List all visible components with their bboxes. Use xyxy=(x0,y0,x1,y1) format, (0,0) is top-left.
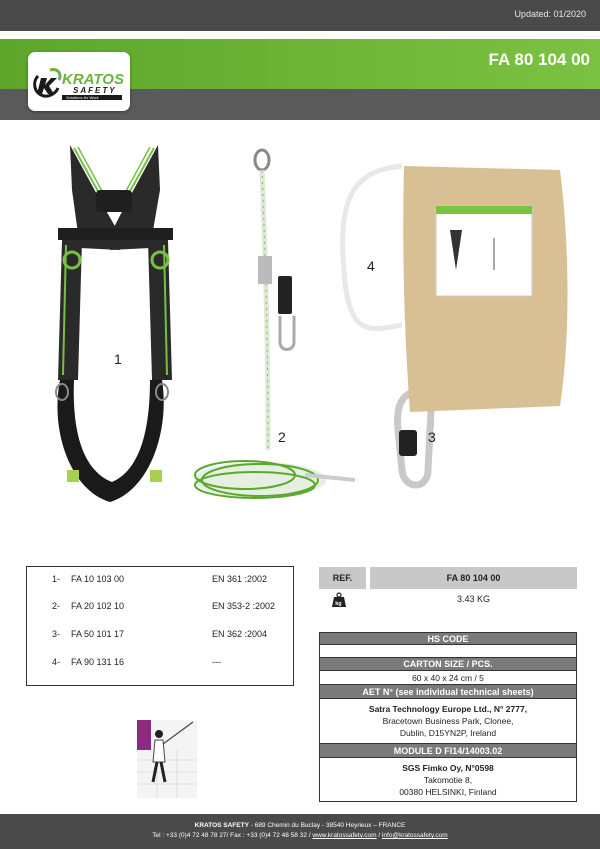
logo-tagline: Solutions for Work xyxy=(66,95,99,101)
list-item xyxy=(27,574,295,590)
item-number: 4- xyxy=(52,657,61,667)
aet-address-line-2: Bracetown Business Park, Clonee, xyxy=(382,716,514,726)
module-d-details xyxy=(319,758,577,802)
aet-name: Satra Technology Europe Ltd., N° 2777, xyxy=(368,704,528,714)
product-label-2: 2 xyxy=(278,429,286,445)
rope-lanyard-image xyxy=(194,150,355,498)
product-label-4: 4 xyxy=(367,258,375,274)
email-link[interactable]: info@kratossafety.com xyxy=(381,832,448,839)
top-bar xyxy=(0,0,600,31)
aet-header: AET N° (see individual technical sheets) xyxy=(319,685,577,699)
aet-details xyxy=(319,699,577,744)
footer-address: - 689 Chemin du Buclay - 38540 Heyrieux – FRANCE xyxy=(248,822,406,829)
product-images xyxy=(0,130,600,530)
logo-k-emblem-icon xyxy=(35,70,60,97)
item-number: 3- xyxy=(52,629,61,639)
hs-code-value xyxy=(319,645,577,658)
ref-value: FA 80 104 00 xyxy=(370,567,577,589)
module-d-header: MODULE D FI14/14003.02 xyxy=(319,744,577,758)
footer-contact-line xyxy=(0,832,600,839)
item-number: 2- xyxy=(52,601,61,611)
component-list xyxy=(26,566,294,686)
item-number: 1- xyxy=(52,574,61,584)
logo-sub-text: SAFETY xyxy=(73,86,117,95)
spec-weight-row xyxy=(319,591,577,611)
footer-separator: / xyxy=(376,832,382,839)
product-label-3: 3 xyxy=(428,429,436,445)
product-reference: FA 80 104 00 xyxy=(488,50,590,69)
hs-code-header: HS CODE xyxy=(319,632,577,645)
usage-pictogram xyxy=(137,720,197,798)
item-standard: EN 353-2 :2002 xyxy=(212,601,276,611)
ref-label: REF. xyxy=(319,567,366,589)
svg-text:kg: kg xyxy=(335,601,342,607)
logo-brand-text: KRATOS xyxy=(62,71,124,88)
module-name: SGS Fimko Oy, N°0598 xyxy=(402,762,494,773)
item-code: FA 20 102 10 xyxy=(71,601,125,611)
list-item xyxy=(27,601,295,617)
item-standard: EN 362 :2004 xyxy=(212,629,268,639)
footer xyxy=(0,814,600,849)
footer-phone: Tel : +33 (0)4 72 48 78 27/ Fax : +33 (0)4 72 48 58 32 / xyxy=(152,832,313,839)
spec-ref-row xyxy=(319,567,577,589)
item-code: FA 90 131 16 xyxy=(71,657,125,667)
item-standard: --- xyxy=(212,657,221,667)
module-address-line-3: 00380 HELSINKI, Finland xyxy=(399,786,497,797)
aet-address-line-3: Dublin, D15YN2P, Ireland xyxy=(399,728,497,738)
kratos-logo xyxy=(28,52,130,111)
carton-size-header: CARTON SIZE / PCS. xyxy=(319,658,577,671)
list-item xyxy=(27,629,295,645)
product-label-1: 1 xyxy=(114,351,122,367)
harness-image xyxy=(56,145,173,502)
item-code: FA 10 103 00 xyxy=(71,574,125,584)
updated-date: Updated: 01/2020 xyxy=(514,9,586,19)
website-link[interactable]: www.kratossafety.com xyxy=(312,832,377,839)
module-address-line-2: Takomotie 8, xyxy=(423,774,473,785)
item-code: FA 50 101 17 xyxy=(71,629,125,639)
list-item xyxy=(27,657,295,673)
bag-image xyxy=(342,166,567,412)
item-standard: EN 361 :2002 xyxy=(212,574,268,584)
spec-table xyxy=(319,632,577,802)
weight-value: 3.43 KG xyxy=(456,594,491,604)
footer-company: KRATOS SAFETY xyxy=(194,822,249,829)
footer-address-line xyxy=(0,822,600,829)
carton-size-value: 60 x 40 x 24 cm / 5 xyxy=(319,671,577,685)
weight-kg-icon xyxy=(331,592,347,608)
